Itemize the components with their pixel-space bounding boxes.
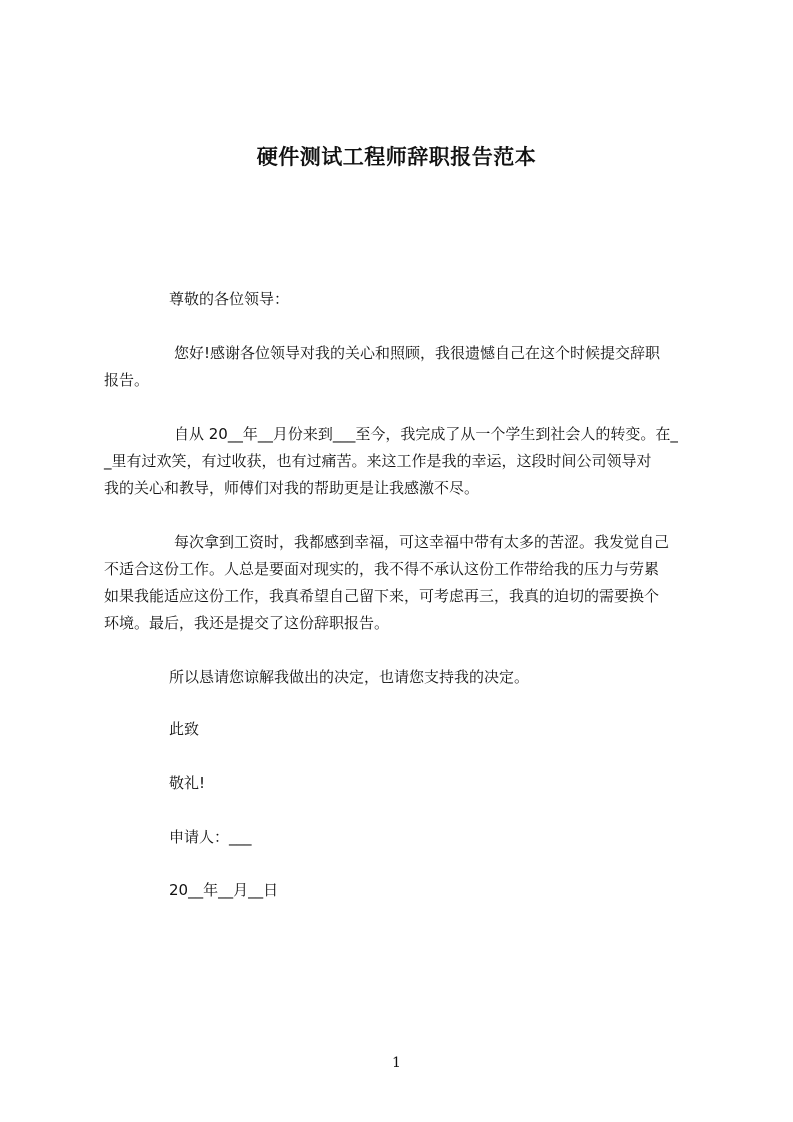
closing-cizhi: 此致 <box>169 720 200 738</box>
document-title: 硬件测试工程师辞职报告范本 <box>256 145 537 169</box>
salutation: 尊敬的各位领导： <box>169 290 290 308</box>
date-line: 20__年__月__日 <box>169 881 279 899</box>
paragraph-3-line-4: 环境。最后，我还是提交了这份辞职报告。 <box>104 614 390 632</box>
paragraph-2-line-1: 自从 20__年__月份来到___至今，我完成了从一个学生到社会人的转变。在_ <box>174 425 678 443</box>
closing-jingli: 敬礼! <box>169 774 206 792</box>
paragraph-4: 所以恳请您谅解我做出的决定，也请您支持我的决定。 <box>169 668 530 686</box>
paragraph-2-line-2: _里有过欢笑，有过收获，也有过痛苦。来这工作是我的幸运，这段时间公司领导对 <box>104 452 652 470</box>
applicant-line: 申请人：___ <box>169 828 252 846</box>
paragraph-3-line-1: 每次拿到工资时，我都感到幸福，可这幸福中带有太多的苦涩。我发觉自己 <box>174 533 670 551</box>
paragraph-2-line-3: 我的关心和教导，师傅们对我的帮助更是让我感激不尽。 <box>104 479 480 497</box>
paragraph-3-line-3: 如果我能适应这份工作，我真希望自己留下来，可考虑再三，我真的迫切的需要换个 <box>104 587 660 605</box>
page-number: 1 <box>392 1055 401 1071</box>
paragraph-1-line-2: 报告。 <box>104 371 150 389</box>
paragraph-3-line-2: 不适合这份工作。人总是要面对现实的，我不得不承认这份工作带给我的压力与劳累 <box>104 560 660 578</box>
paragraph-1-line-1: 您好!感谢各位领导对我的关心和照顾，我很遗憾自己在这个时候提交辞职 <box>174 344 661 362</box>
